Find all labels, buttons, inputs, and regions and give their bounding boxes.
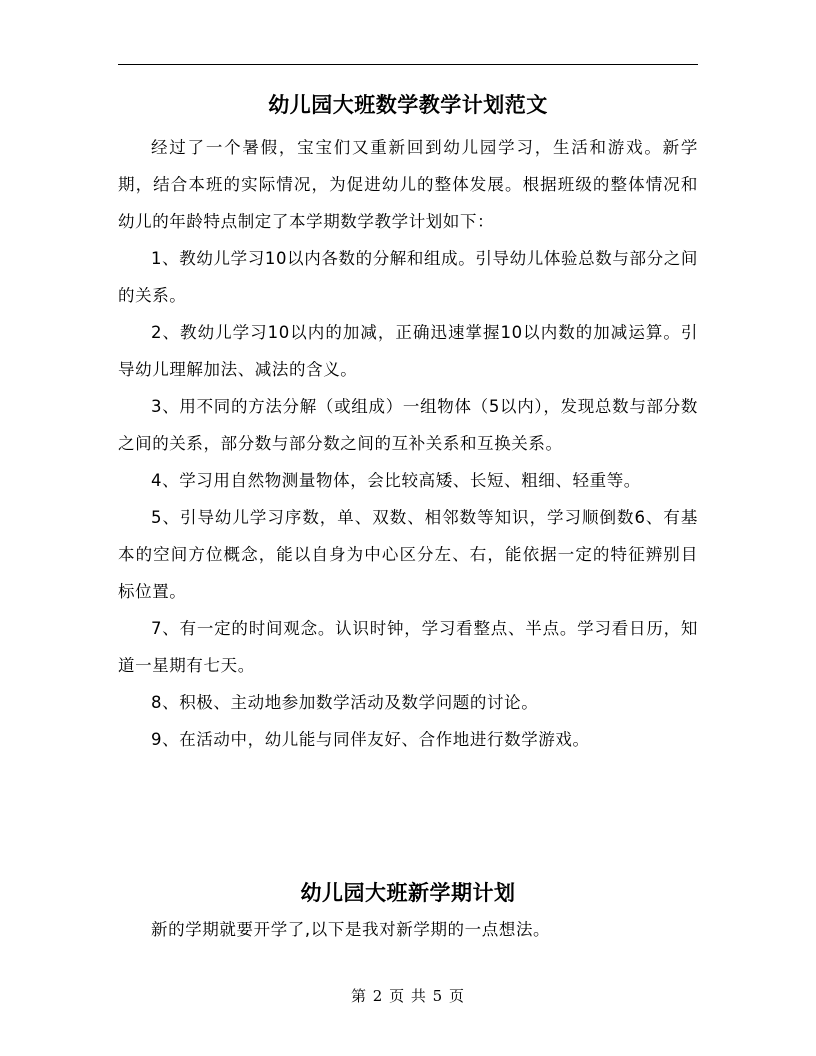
paragraph-section-2-intro: 新的学期就要开学了,以下是我对新学期的一点想法。	[151, 920, 551, 939]
section-2-title: 幼儿园大班新学期计划	[300, 880, 516, 905]
paragraph-intro: 经过了一个暑假，宝宝们又重新回到幼儿园学习，生活和游戏。新学期，结合本班的实际情况，为促进幼儿的整体发展。根据班级的整体情况和幼儿的年龄特点制定了本学期数学教学计划如下：	[118, 138, 698, 231]
page-number-footer: 第 2 页 共 5 页	[351, 987, 465, 1005]
paragraph-item-4: 4、学习用自然物测量物体，会比较高矮、长短、粗细、轻重等。	[151, 471, 641, 490]
paragraph-item-3: 3、用不同的方法分解（或组成）一组物体（5以内），发现总数与部分数之间的关系，部分数与部分数之间的互补关系和互换关系。	[118, 397, 698, 453]
document-body	[118, 90, 698, 948]
section-gap	[118, 758, 698, 878]
paragraph-item-1: 1、教幼儿学习10以内各数的分解和组成。引导幼儿体验总数与部分之间的关系。	[118, 249, 698, 305]
section-1-title: 幼儿园大班数学教学计划范文	[268, 92, 548, 117]
paragraph-item-5: 5、引导幼儿学习序数，单、双数、相邻数等知识，学习顺倒数6、有基本的空间方位概念，能以自身为中心区分左、右，能依据一定的特征辨别目标位置。	[118, 508, 698, 601]
paragraph-item-7: 7、有一定的时间观念。认识时钟，学习看整点、半点。学习看日历，知道一星期有七天。	[118, 619, 698, 675]
paragraph-item-9: 9、在活动中，幼儿能与同伴友好、合作地进行数学游戏。	[151, 730, 590, 749]
paragraph-item-8: 8、积极、主动地参加数学活动及数学问题的讨论。	[151, 693, 539, 712]
paragraph-item-2: 2、教幼儿学习10以内的加减，正确迅速掌握10以内数的加减运算。引导幼儿理解加法、减法的含义。	[118, 323, 698, 379]
header-rule	[118, 64, 698, 65]
